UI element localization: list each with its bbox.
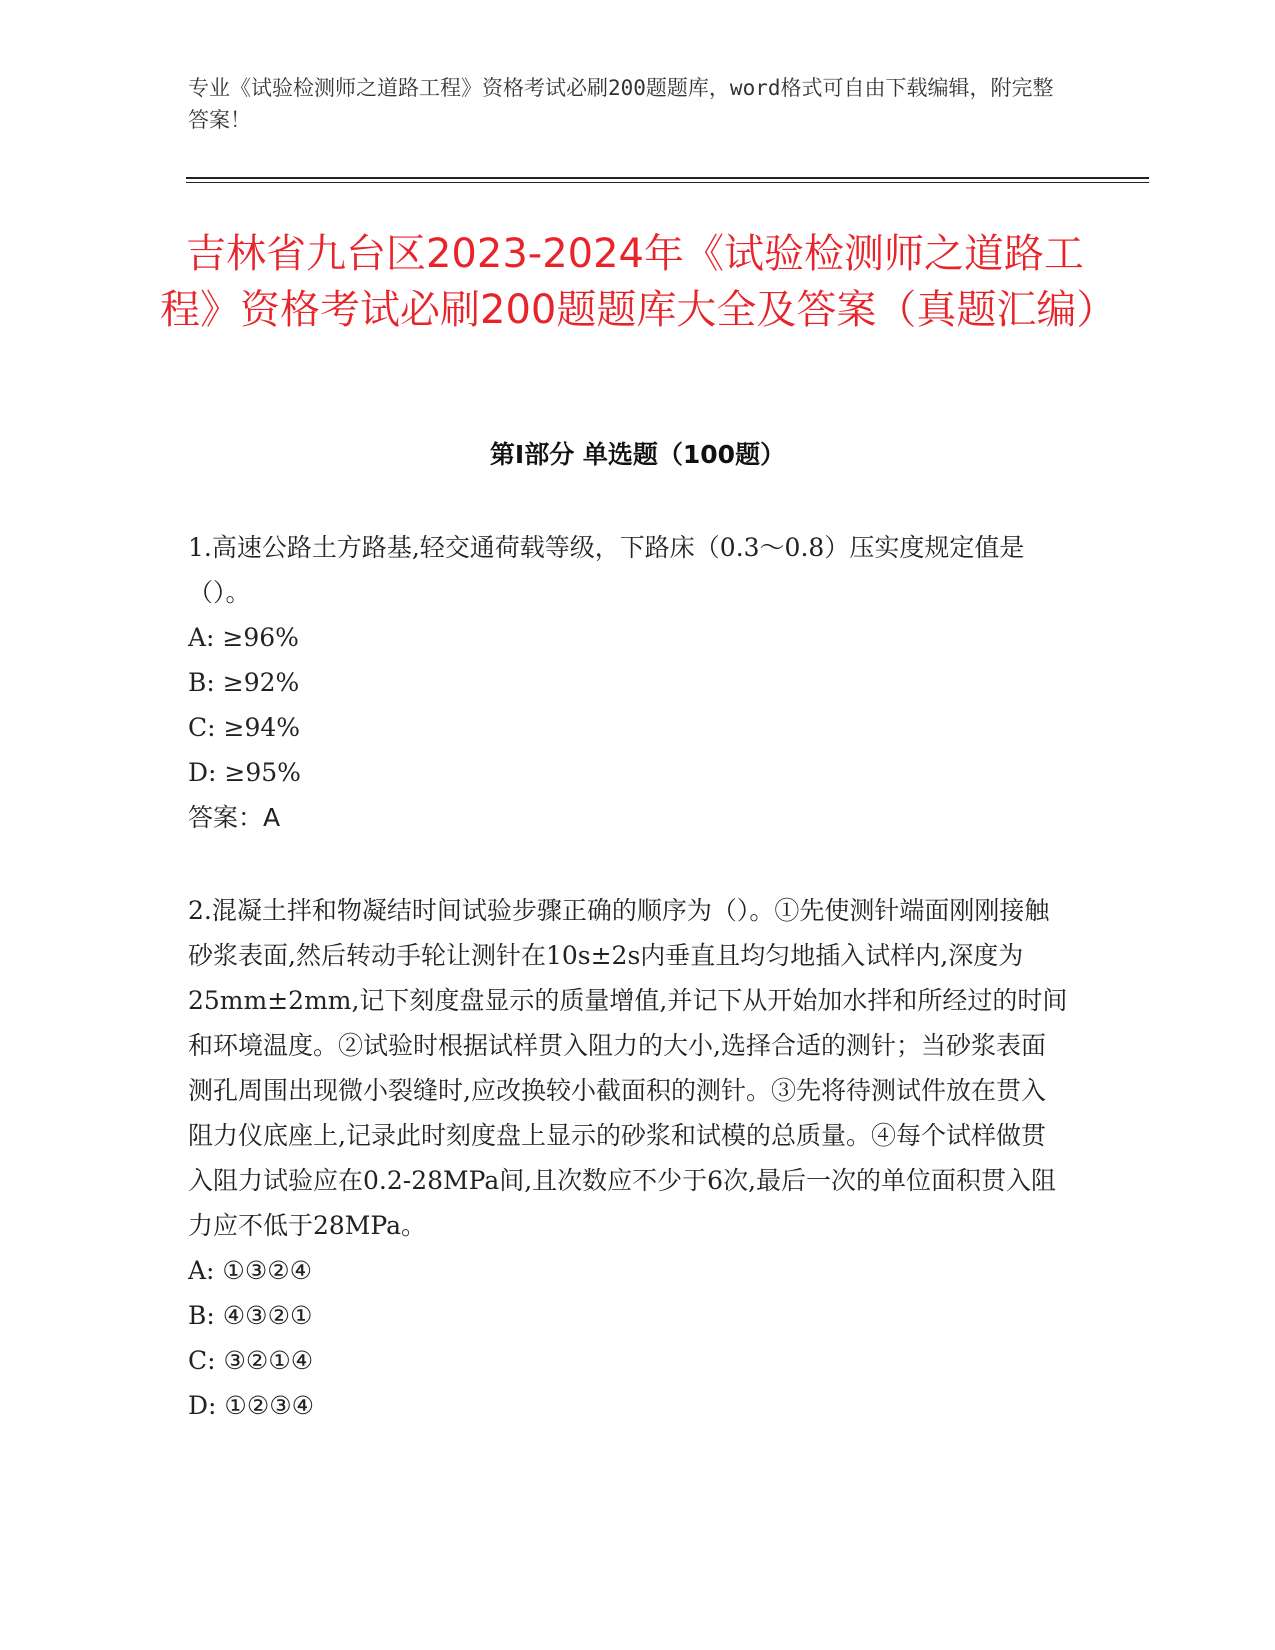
option-d: D: ①②③④	[188, 1391, 315, 1420]
answer: 答案：A	[188, 803, 281, 832]
question-stem: 1.高速公路土方路基,轻交通荷载等级，下路床（0.3～0.8）压实度规定值是（）。	[188, 533, 1025, 607]
header-note: 专业《试验检测师之道路工程》资格考试必刷200题题库，word格式可自由下载编辑，附完整答案！	[188, 76, 1054, 132]
header-divider-thick	[186, 177, 1149, 179]
option-c: C: ≥94%	[188, 713, 301, 742]
option-a: A: ①③②④	[188, 1256, 313, 1285]
document-title: 吉林省九台区2023-2024年《试验检测师之道路工程》资格考试必刷200题题库大全及答案（真题汇编）	[160, 231, 1117, 333]
option-a: A: ≥96%	[188, 623, 299, 652]
option-b: B: ≥92%	[188, 668, 300, 697]
question-2	[188, 888, 1068, 1428]
option-b: B: ④③②①	[188, 1301, 313, 1330]
header-divider-thin	[186, 182, 1149, 183]
question-stem: 2.混凝土拌和物凝结时间试验步骤正确的顺序为（）。①先使测针端面刚刚接触砂浆表面,然后转动手轮让测针在10s±2s内垂直且均匀地插入试样内,深度为25mm±2mm,记下刻度盘显示的质量增值,并记下从开始加水拌和所经过的时间和环境温度。②试验时根据试样贯入阻力的大小,选择合适的测针；当砂浆表面测孔周围出现微小裂缝时,应改换较小截面积的测针。③先将待测试件放在贯入阻力仪底座上,记录此时刻度盘上显示的砂浆和试模的总质量。④每个试样做贯入阻力试验应在0.2-28MPa间,且次数应不少于6次,最后一次的单位面积贯入阻力应不低于28MPa。	[188, 896, 1068, 1240]
option-d: D: ≥95%	[188, 758, 301, 787]
question-1	[188, 525, 1068, 840]
option-c: C: ③②①④	[188, 1346, 314, 1375]
section-title: 第I部分 单选题（100题）	[489, 440, 786, 469]
